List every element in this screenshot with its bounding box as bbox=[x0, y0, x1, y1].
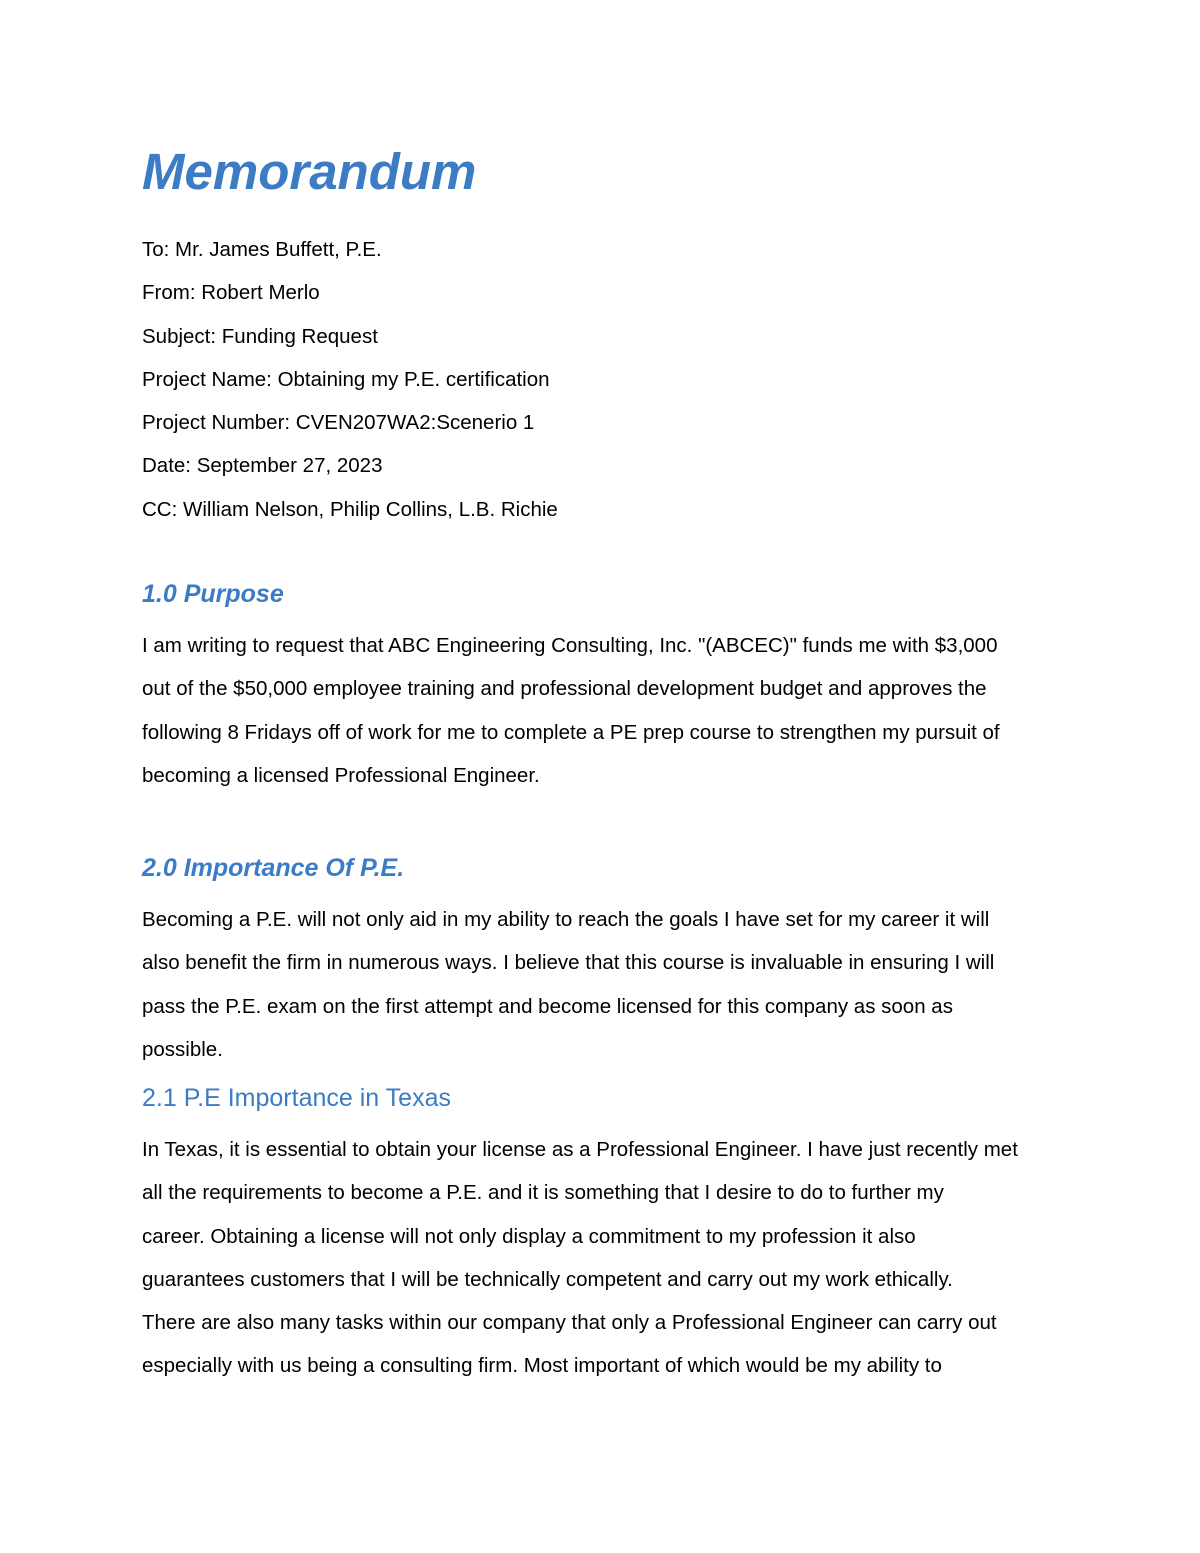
section-importance bbox=[142, 852, 1062, 1071]
text-line: possible. bbox=[142, 1037, 223, 1061]
header-cc: CC: William Nelson, Philip Collins, L.B. Richie bbox=[142, 497, 558, 521]
header-from: From: Robert Merlo bbox=[142, 281, 320, 305]
text-line: pass the P.E. exam on the first attempt and become licensed for this company as soon as bbox=[142, 994, 953, 1018]
text-line: career. Obtaining a license will not only display a commitment to my profession it also bbox=[142, 1224, 916, 1248]
section-heading: 2.0 Importance Of P.E. bbox=[142, 854, 405, 882]
text-line: guarantees customers that I will be technically competent and carry out my work ethically. bbox=[142, 1267, 953, 1291]
memo-header bbox=[142, 228, 558, 531]
text-line: also benefit the firm in numerous ways. I believe that this course is invaluable in ensuring I will bbox=[142, 951, 995, 975]
text-line: In Texas, it is essential to obtain your license as a Professional Engineer. I have just recently met bbox=[142, 1138, 1018, 1161]
text-line: especially with us being a consulting firm. Most important of which would be my ability to bbox=[142, 1354, 942, 1378]
header-to: To: Mr. James Buffett, P.E. bbox=[142, 238, 382, 261]
memo-title: Memorandum bbox=[142, 143, 477, 200]
text-line: all the requirements to become a P.E. and it is something that I desire to do to further my bbox=[142, 1181, 944, 1205]
text-line: becoming a licensed Professional Engineer. bbox=[142, 763, 540, 787]
section-texas bbox=[142, 1082, 1062, 1388]
header-date: Date: September 27, 2023 bbox=[142, 454, 383, 478]
section-heading: 1.0 Purpose bbox=[142, 580, 284, 608]
paragraph bbox=[142, 1128, 1062, 1388]
text-line: Becoming a P.E. will not only aid in my ability to reach the goals I have set for my career it will bbox=[142, 908, 990, 931]
header-project-number: Project Number: CVEN207WA2:Scenerio 1 bbox=[142, 411, 535, 435]
paragraph bbox=[142, 624, 1062, 797]
text-line: out of the $50,000 employee training and professional development budget and approves the bbox=[142, 677, 987, 701]
header-project-name: Project Name: Obtaining my P.E. certification bbox=[142, 367, 550, 391]
section-purpose bbox=[142, 578, 1062, 797]
text-line: There are also many tasks within our company that only a Professional Engineer can carry out bbox=[142, 1311, 997, 1335]
subsection-heading: 2.1 P.E Importance in Texas bbox=[142, 1084, 451, 1112]
text-line: following 8 Fridays off of work for me to complete a PE prep course to strengthen my pursuit of bbox=[142, 720, 1000, 744]
header-subject: Subject: Funding Request bbox=[142, 324, 378, 348]
text-line: I am writing to request that ABC Engineering Consulting, Inc. "(ABCEC)" funds me with $3,000 bbox=[142, 634, 998, 657]
paragraph bbox=[142, 898, 1062, 1071]
